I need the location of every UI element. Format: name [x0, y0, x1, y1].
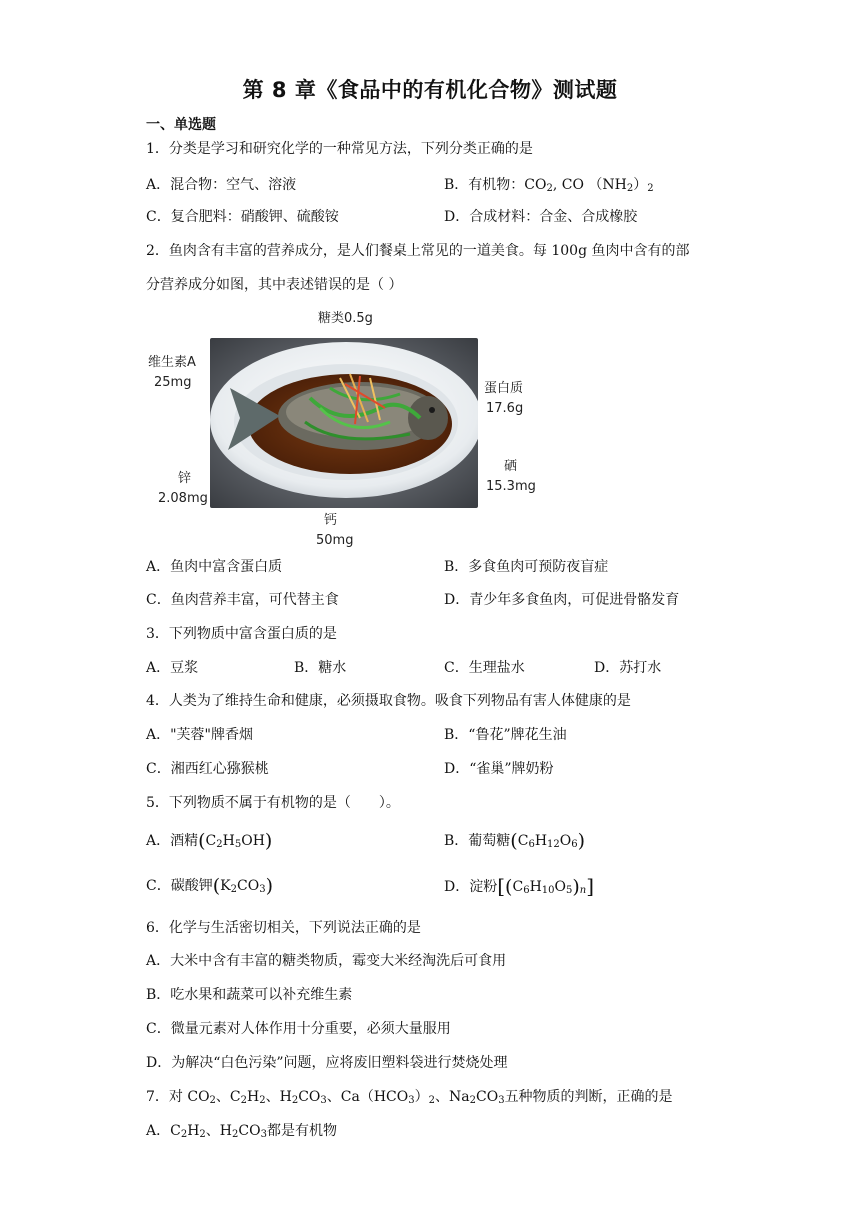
- q7-stem: 7．对 $CO_2$、$C_2H_2$、$H_2CO_3$、$Ca(HCO_3)_2$、$Na_2CO_3$五种物质的判断，正确的是: [146, 1089, 673, 1106]
- q5-option-d[interactable]: D．淀粉$[(C_6H_{10}O_5)_n]$: [444, 874, 595, 898]
- label-sugar: 糖类0.5g: [318, 311, 373, 326]
- page-title: 第 8 章《食品中的有机化合物》测试题: [242, 78, 618, 102]
- label-zinc-name: 锌: [178, 471, 192, 486]
- q4-option-a[interactable]: A．"芙蓉"牌香烟: [146, 727, 253, 743]
- q6-stem: 6．化学与生活密切相关，下列说法正确的是: [146, 920, 421, 936]
- label-vitamin-a-value: 25mg: [154, 375, 192, 390]
- q5-stem: 5．下列物质不属于有机物的是（ ）。: [146, 795, 400, 811]
- q2-stem-line2: 分营养成分如图，其中表述错误的是（ ）: [146, 277, 403, 293]
- q1-stem: 1．分类是学习和研究化学的一种常见方法，下列分类正确的是: [146, 141, 533, 157]
- q4-option-d[interactable]: D．“雀巢”牌奶粉: [444, 761, 554, 777]
- section-heading: 一、单选题: [146, 117, 216, 133]
- q5-option-a[interactable]: A．酒精$(C_2H_5OH)$: [146, 830, 273, 852]
- q2-option-b[interactable]: B．多食鱼肉可预防夜盲症: [444, 559, 609, 575]
- q3-stem: 3．下列物质中富含蛋白质的是: [146, 626, 337, 642]
- fish-nutrition-figure: [146, 308, 556, 550]
- q1-option-c[interactable]: C．复合肥料：硝酸钾、硫酸铵: [146, 209, 339, 225]
- q5-option-c[interactable]: C．碳酸钾$(K_2CO_3)$: [146, 875, 273, 897]
- label-protein-name: 蛋白质: [484, 381, 524, 396]
- q6-option-a[interactable]: A．大米中含有丰富的糖类物质，霉变大米经淘洗后可食用: [146, 953, 507, 969]
- q4-stem: 4．人类为了维持生命和健康，必须摄取食物。吸食下列物品有害人体健康的是: [146, 693, 631, 709]
- q6-option-c[interactable]: C．微量元素对人体作用十分重要，必须大量服用: [146, 1021, 451, 1037]
- q3-option-c[interactable]: C．生理盐水: [444, 660, 525, 676]
- q5-option-b[interactable]: B．葡萄糖$(C_6H_{12}O_6)$: [444, 830, 586, 852]
- label-selenium-value: 15.3mg: [486, 479, 536, 494]
- label-zinc-value: 2.08mg: [158, 491, 208, 506]
- q1-option-a[interactable]: A．混合物：空气、溶液: [146, 177, 297, 193]
- label-vitamin-a-name: 维生素A: [148, 355, 196, 370]
- q2-option-c[interactable]: C．鱼肉营养丰富，可代替主食: [146, 592, 339, 608]
- q1-option-b[interactable]: B．有机物：$CO_2$, CO $(NH_2)_2$: [444, 177, 654, 194]
- q6-option-b[interactable]: B．吃水果和蔬菜可以补充维生素: [146, 987, 353, 1003]
- label-selenium-name: 硒: [504, 459, 518, 474]
- steamed-fish-photo: [210, 338, 478, 508]
- q3-option-a[interactable]: A．豆浆: [146, 660, 199, 676]
- label-calcium-name: 钙: [324, 513, 338, 528]
- q6-option-d[interactable]: D．为解决“白色污染”问题，应将废旧塑料袋进行焚烧处理: [146, 1055, 508, 1071]
- q3-option-b[interactable]: B．糖水: [294, 660, 347, 676]
- label-calcium-value: 50mg: [316, 533, 354, 548]
- q4-option-c[interactable]: C．湘西红心猕猴桃: [146, 761, 269, 777]
- q3-option-d[interactable]: D．苏打水: [594, 660, 662, 676]
- q2-stem-line1: 2．鱼肉含有丰富的营养成分，是人们餐桌上常见的一道美食。每 100g 鱼肉中含有的部: [146, 243, 690, 259]
- q2-option-d[interactable]: D．青少年多食鱼肉，可促进骨骼发育: [444, 592, 680, 608]
- q1-option-d[interactable]: D．合成材料：合金、合成橡胶: [444, 209, 638, 225]
- label-protein-value: 17.6g: [486, 401, 524, 416]
- q2-option-a[interactable]: A．鱼肉中富含蛋白质: [146, 559, 283, 575]
- fish-plate-illustration: [210, 338, 478, 508]
- q4-option-b[interactable]: B．“鲁花”牌花生油: [444, 727, 567, 743]
- q7-option-a[interactable]: A．$C_2H_2$、$H_2CO_3$都是有机物: [146, 1123, 337, 1140]
